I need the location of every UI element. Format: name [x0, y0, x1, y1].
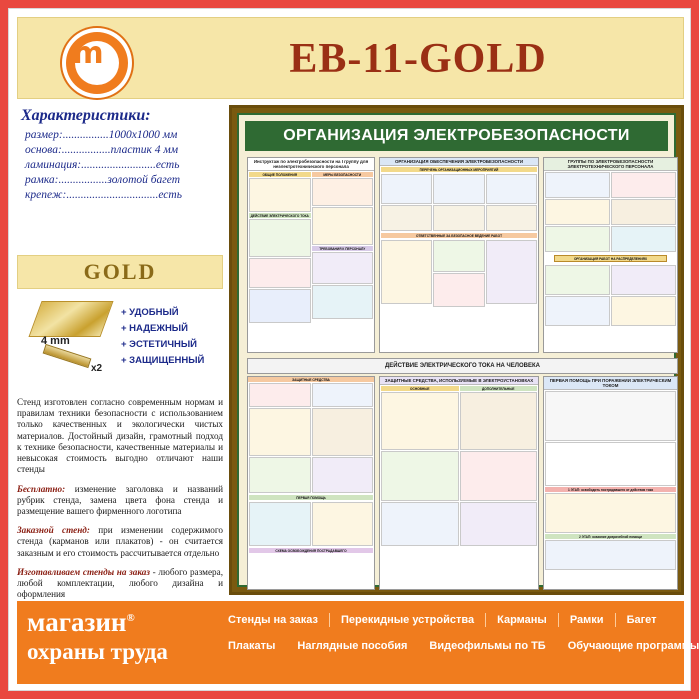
sheet-figure [545, 391, 676, 441]
description-paragraph-make: Изготавливаем стенды на заказ - любого размера, любой комплектации, любого дизайна и оформления [17, 566, 223, 600]
sheet-figure [545, 442, 676, 486]
sheet-cell [545, 296, 610, 326]
footer-link-visual-aids[interactable]: Наглядные пособия [297, 640, 408, 652]
sheet-cell [381, 174, 432, 204]
sheet-heading: ГРУППЫ ПО ЭЛЕКТРОБЕЗОПАСНОСТИ ЭЛЕКТРОТЕХНИЧЕСКОГО ПЕРСОНАЛА [544, 158, 677, 171]
sheet-cell [312, 207, 374, 245]
sheet-caption: ЗАЩИТНЫЕ СРЕДСТВА [248, 377, 374, 382]
footer-link-pockets[interactable]: Карманы [497, 614, 547, 626]
sheet-heading: ОРГАНИЗАЦИЯ ОБЕСПЕЧЕНИЯ ЭЛЕКТРОБЕЗОПАСНОСТИ [380, 158, 538, 166]
feature-bullet: + НАДЕЖНЫЙ [121, 323, 188, 334]
description-paragraph: Стенд изготовлен согласно современным нормам и правилам техники безопасности с использованием только качественных и экологически чистых материалов. Достойный дизайн, грамотный подход к технике безопасности, качественные материалы и невысокая стоимость выгодно отличают наши стенды [17, 397, 223, 475]
logo-letter: m [72, 36, 104, 71]
poster-sheet-first-aid [543, 376, 678, 590]
characteristics-block [17, 105, 223, 253]
footer-link-posters[interactable]: Плакаты [228, 640, 276, 652]
sheet-cell [312, 457, 374, 493]
brand-logo[interactable] [27, 605, 209, 679]
sheet-caption: ПЕРВАЯ ПОМОЩЬ [249, 495, 373, 500]
sheet-heading: ДЕЙСТВИЕ ЭЛЕКТРИЧЕСКОГО ТОКА НА ЧЕЛОВЕКА [385, 363, 540, 369]
footer-separator [615, 613, 616, 627]
feature-bullets [121, 307, 221, 371]
sheet-cell [486, 240, 537, 304]
sheet-cell [545, 226, 610, 252]
sheet-cell [249, 258, 311, 288]
screw-icon [43, 344, 92, 368]
frame-demo [17, 295, 223, 395]
sheet-cell [433, 240, 484, 272]
sheet-caption: 2 ЭТАП: оказание доврачебной помощи [545, 534, 676, 539]
sheet-cell [312, 408, 374, 456]
sheet-caption: 1 ЭТАП: освободить пострадавшего от действия тока [545, 487, 676, 492]
gold-badge-label: GOLD [83, 259, 157, 284]
characteristic-item: размер:................1000x1000 мм [25, 129, 178, 141]
sheet-cell [249, 502, 311, 546]
sheet-cell [433, 174, 484, 204]
footer-link-training-programs[interactable]: Обучающие программы [567, 640, 699, 652]
sheet-caption: ОБЩИЕ ПОЛОЖЕНИЯ [249, 172, 311, 177]
header-bar [17, 17, 684, 99]
characteristic-item: рамка:.................золотой багет [25, 174, 181, 186]
m-circle-logo-icon [66, 32, 128, 94]
footer-link-baguette[interactable]: Багет [626, 614, 657, 626]
description-block [17, 397, 223, 609]
footer-link-safety-videos[interactable]: Видеофильмы по ТБ [429, 640, 546, 652]
sheet-caption: ОСНОВНЫЕ [381, 386, 459, 391]
sheet-cell [312, 383, 374, 407]
sheet-cell [381, 205, 432, 231]
sheet-cell [249, 408, 311, 456]
sheet-caption: ОРГАНИЗАЦИЯ РАБОТ НА РАСПРЕДЕЛЕНИЯХ [554, 255, 667, 262]
sheet-cell [611, 226, 676, 252]
sheet-caption: СХЕМА ОСВОБОЖДЕНИЯ ПОСТРАДАВШЕГО [249, 548, 373, 553]
brand-line-2: охраны труда [27, 639, 168, 664]
feature-bullet: + ЭСТЕТИЧНЫЙ [121, 339, 198, 350]
sheet-cell [381, 451, 459, 501]
sheet-caption: МЕРЫ БЕЗОПАСНОСТИ [312, 172, 374, 177]
sheet-cell [249, 178, 311, 212]
footer-link-frames[interactable]: Рамки [569, 614, 604, 626]
left-column [17, 105, 223, 600]
sheet-cell [312, 252, 374, 284]
poster-sheet-groups [543, 157, 678, 353]
sheet-heading: ПЕРВАЯ ПОМОЩЬ ПРИ ПОРАЖЕНИИ ЭЛЕКТРИЧЕСКИМ ТОКОМ [544, 377, 677, 390]
sheet-cell [611, 172, 676, 198]
sheet-caption: ТРЕБОВАНИЯ К ПЕРСОНАЛУ [312, 246, 374, 251]
footer-bar [17, 601, 699, 684]
footer-menu [217, 613, 699, 653]
sheet-cell [611, 296, 676, 326]
sheet-heading: ЗАЩИТНЫЕ СРЕДСТВА, ИСПОЛЬЗУЕМЫЕ В ЭЛЕКТРОУСТАНОВКАХ [380, 377, 538, 385]
sheet-heading: Инструктаж по электробезопасности на I группу для неэлектротехнического персонала [248, 158, 374, 171]
sheet-cell [249, 219, 311, 257]
sheet-cell [381, 392, 459, 450]
sheet-cell [433, 205, 484, 231]
screw-count-label: x2 [91, 363, 103, 374]
poster-frame [229, 105, 684, 595]
characteristic-item: крепеж:................................есть [25, 189, 182, 201]
poster-sheet-organization [379, 157, 539, 353]
characteristics-title: Характеристики: [21, 107, 151, 124]
sheet-cell [312, 178, 374, 206]
sheet-cell [249, 289, 311, 323]
poster-sheet-instructions [247, 157, 375, 353]
description-paragraph-custom: Заказной стенд: при изменении содержимого стенда (карманов или плакатов) - он считается заказным и его стоимость рассчитывается отдельно [17, 525, 223, 558]
footer-menu-row-1 [217, 613, 672, 627]
sheet-cell [545, 172, 610, 198]
feature-bullet: + УДОБНЫЙ [121, 307, 179, 318]
brand-line-1-text: магазин [27, 607, 127, 637]
sheet-cell [381, 502, 459, 546]
footer-separator [558, 613, 559, 627]
sheet-cell [611, 199, 676, 225]
sheet-cell [460, 451, 538, 501]
sheet-cell [249, 457, 311, 493]
footer-separator [329, 613, 330, 627]
characteristic-item: основа:.................пластик 4 мм [25, 144, 179, 156]
sheet-cell [545, 540, 676, 570]
page-title: EB-11-GOLD [289, 36, 547, 82]
footer-link-flip-systems[interactable]: Перекидные устройства [341, 614, 475, 626]
brand-registered-mark: ® [126, 612, 135, 624]
footer-menu-row-2 [217, 639, 699, 653]
gold-frame-swatch-icon [28, 301, 113, 337]
poster-canvas [237, 113, 676, 587]
sheet-cell [545, 493, 676, 533]
page-canvas [8, 8, 699, 691]
sheet-cell [381, 240, 432, 304]
feature-bullet: + ЗАЩИЩЕННЫЙ [121, 355, 205, 366]
sheet-cell [433, 273, 484, 307]
sheet-cell [249, 383, 311, 407]
gold-badge [17, 255, 223, 289]
sheet-cell [486, 205, 537, 231]
sheet-caption: ДОПОЛНИТЕЛЬНЫЕ [460, 386, 538, 391]
sheet-cell [460, 392, 538, 450]
sheet-cell [312, 285, 374, 319]
frame-thickness-label: 4 mm [41, 335, 70, 347]
sheet-cell [611, 265, 676, 295]
sheet-cell [486, 174, 537, 204]
sheet-caption: ДЕЙСТВИЕ ЭЛЕКТРИЧЕСКОГО ТОКА [250, 213, 309, 218]
footer-link-custom-stands[interactable]: Стенды на заказ [228, 614, 319, 626]
sheet-caption: ПЕРЕЧЕНЬ ОРГАНИЗАЦИОННЫХ МЕРОПРИЯТИЙ [381, 167, 537, 172]
poster-subtitle-strip [247, 358, 678, 374]
poster-sheet-protective-means [379, 376, 539, 590]
footer-separator [485, 613, 486, 627]
sheet-cell [460, 502, 538, 546]
poster-title: ОРГАНИЗАЦИЯ ЭЛЕКТРОБЕЗОПАСНОСТИ [245, 121, 668, 151]
sheet-cell [545, 199, 610, 225]
characteristic-item: ламинация:..........................есть [25, 159, 180, 171]
sheet-cell [312, 502, 374, 546]
brand-line-1 [27, 607, 135, 638]
sheet-cell [545, 265, 610, 295]
poster-sheet-current-action [247, 376, 375, 590]
sheet-caption: ОТВЕТСТВЕННЫЕ ЗА БЕЗОПАСНОЕ ВЕДЕНИЕ РАБОТ [381, 233, 537, 238]
description-paragraph-free: Бесплатно: изменение заголовка и названий рубрик стенда, замена цвета фона стенда и размещение вашего фирменного логотипа [17, 483, 223, 516]
